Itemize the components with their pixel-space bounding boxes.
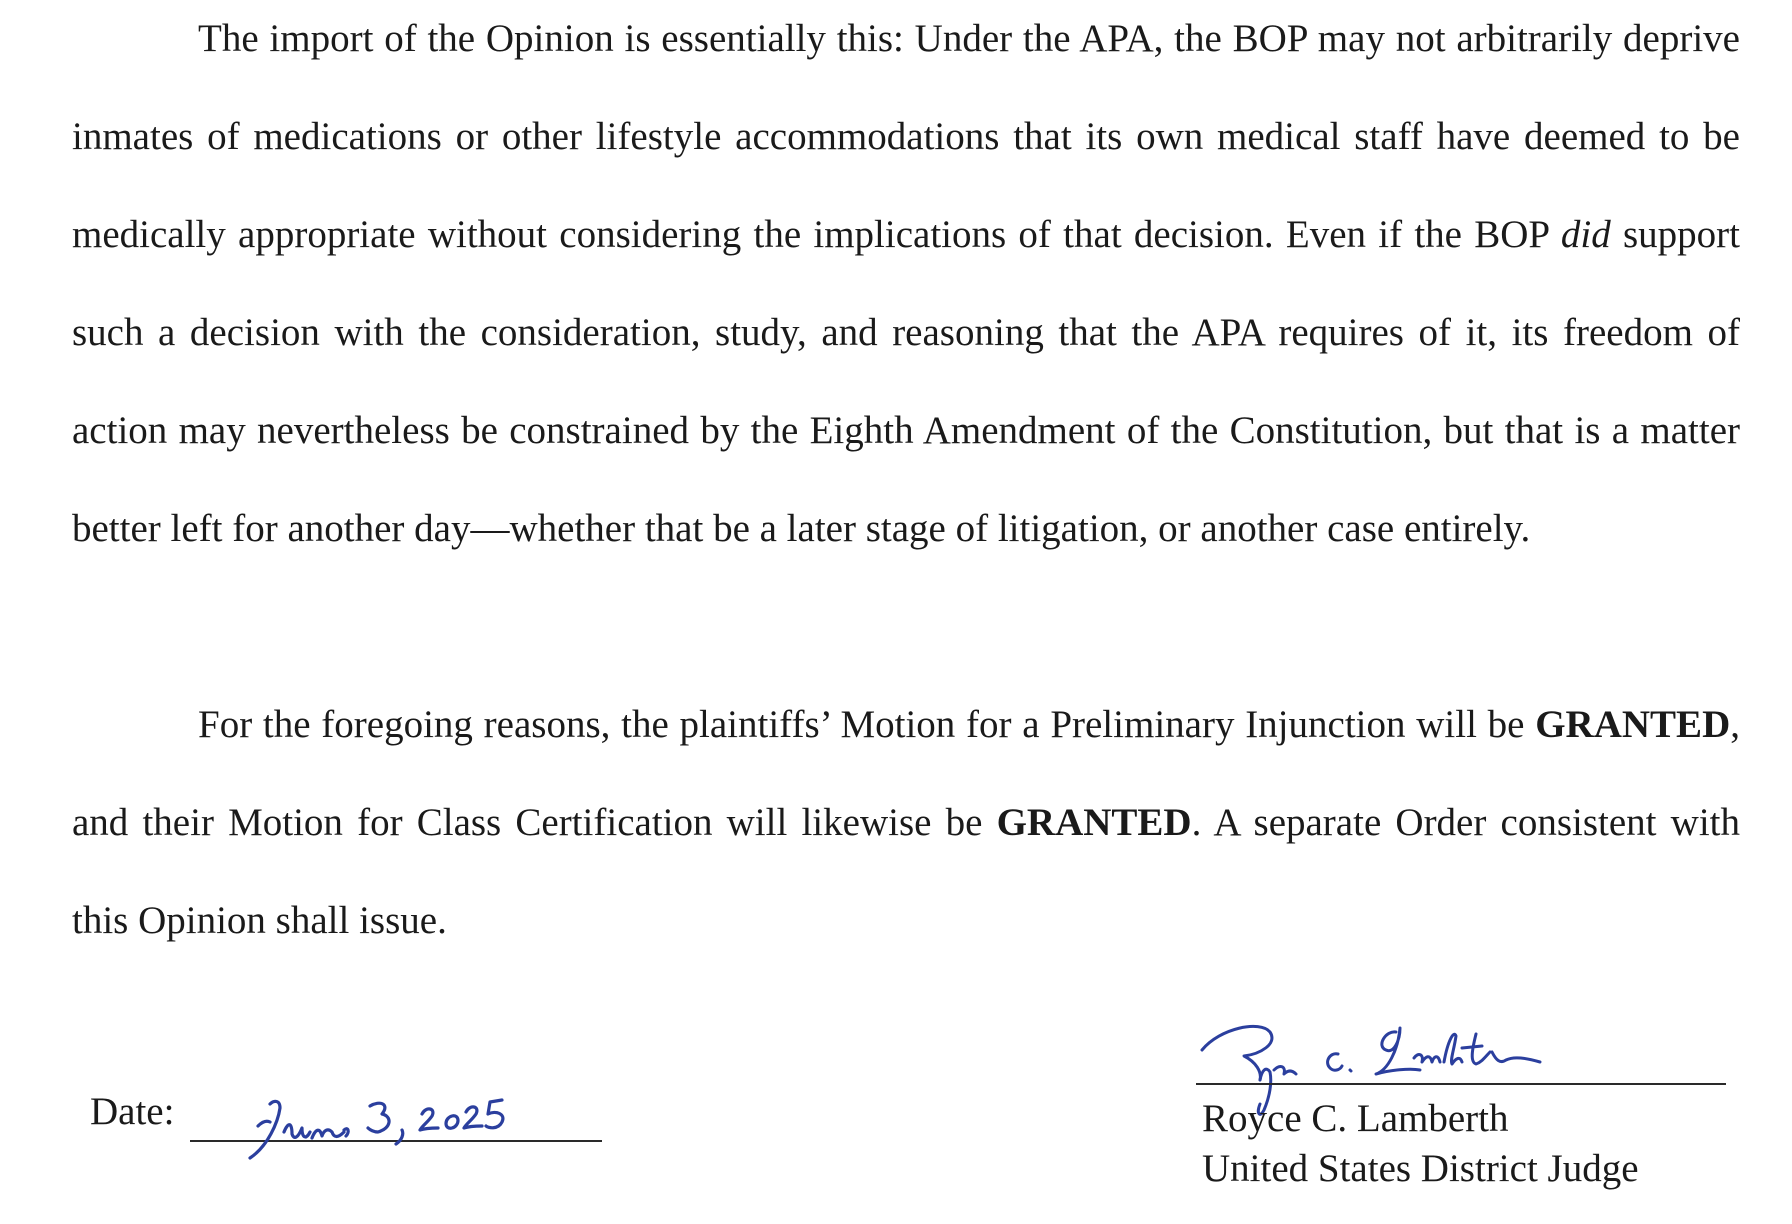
handwritten-date [240,1082,560,1172]
signer-name: Royce C. Lamberth [1202,1097,1509,1140]
paragraph-text: For the foregoing reasons, the plaintiffs’ Motion for a Preliminary Injunction will be [198,703,1536,746]
paragraph-text: . A separate Order consistent with this Opinion shall issue. [72,801,1740,942]
paragraph-text: support such a decision with the consideration, study, and reasoning that the APA requires of it, its freedom of action may nevertheless be constrained by the Eighth Amendment of the Constitution, but that is a matter better left for another day—whether that be a later stage of litigation, or another case entirely. [72,213,1741,550]
emphasis-text: did [1560,213,1611,256]
paragraph-text: The import of the Opinion is essentially this: Under the APA, the BOP may not arbitrarily deprive inmates of medications or other lifestyle accommodations that its own medical staff have deemed to be medically appropriate without considering the implications of that decision. Even if the BOP [72,17,1740,256]
conclusion-paragraph [72,0,1740,578]
date-label: Date: [90,1090,175,1133]
granted-text: GRANTED [996,801,1192,844]
ruling-paragraph [72,676,1740,970]
granted-text: GRANTED [1535,703,1731,746]
paragraph-text: , and their Motion for Class Certification will likewise be [72,703,1740,844]
signer-title: United States District Judge [1202,1147,1639,1190]
signature-line [1196,1083,1726,1085]
signer-block [1202,1094,1639,1194]
